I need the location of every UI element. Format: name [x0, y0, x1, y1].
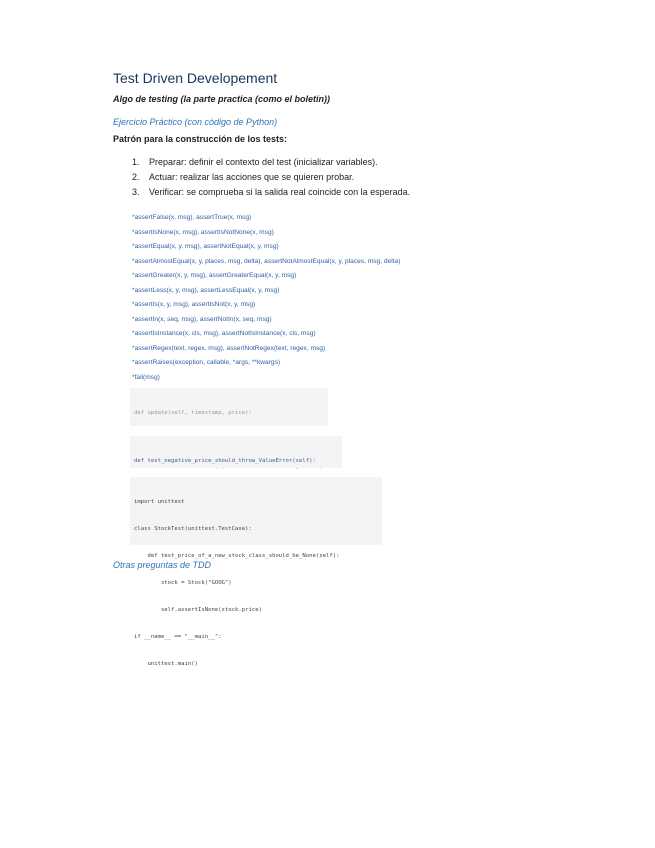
list-item: *assertGreater(x, y, msg), assertGreaterEqual(x, y, msg): [132, 272, 297, 279]
list-item: *assertEqual(x, y, msg), assertNotEqual(x, y, msg): [132, 243, 279, 250]
code-block-negative-price-test: [130, 436, 342, 468]
list-item: *assertIsInstance(x, cls, msg), assertNotIsInstance(x, cls, msg): [132, 330, 316, 337]
document-title: Test Driven Developement: [113, 70, 278, 86]
code-line: if __name__ == "__main__":: [134, 634, 222, 640]
code-line: def test_price_of_a_new_stock_class_should_be_None(self):: [134, 553, 340, 559]
code-line: self.assertIsNone(stock.price): [134, 607, 262, 613]
list-item: *assertIs(x, y, msg), assertIsNot(x, y, msg): [132, 301, 256, 308]
code-block-update: [130, 388, 328, 426]
list-item: *assertRegex(text, regex, msg), assertNotRegex(text, regex, msg): [132, 344, 326, 352]
list-item: 2. Actuar: realizar las acciones que se quieren probar.: [132, 172, 355, 182]
code-line: import unittest: [134, 499, 185, 505]
section-heading-other-questions: Otras preguntas de TDD: [113, 560, 212, 570]
section-heading-practical: Ejercicio Práctico (con código de Python): [113, 117, 278, 127]
code-line: def update(self, timestamp, price):: [134, 410, 252, 416]
code-line: def test_negative_price_should_throw_ValueError(self):: [134, 458, 316, 464]
assert-methods-list: [132, 211, 400, 385]
list-item: 3. Verificar: se comprueba si la salida real coincide con la esperada.: [132, 187, 411, 197]
list-item: *assertAlmostEqual(x, y, places, msg, delta), assertNotAlmostEqual(x, y, places, msg, delta): [132, 257, 401, 265]
code-line: stock = Stock("GOOG"): [134, 580, 232, 586]
list-item: 1. Preparar: definir el contexto del test (inicializar variables).: [132, 157, 378, 167]
pattern-intro: Patrón para la construcción de los tests:: [113, 134, 288, 144]
list-item: *assertLess(x, y, msg), assertLessEqual(x, y, msg): [132, 286, 280, 294]
code-line: class StockTest(unittest.TestCase):: [134, 526, 252, 532]
document-subtitle: Algo de testing (la parte practica (como el boletín)): [113, 94, 331, 104]
list-item: *fail(msg): [132, 373, 160, 381]
list-item: *assertIsNone(x, msg), assertIsNotNone(x, msg): [132, 228, 274, 236]
code-line: unittest.main(): [134, 661, 198, 667]
list-item: *assertFalse(x, msg), assertTrue(x, msg): [132, 214, 252, 221]
steps-list: [132, 155, 410, 200]
list-item: *assertRaises(exception, callable, *args, **kwargs): [132, 359, 281, 366]
list-item: *assertIn(x, seq, msg), assertNotIn(x, seq, msg): [132, 315, 272, 323]
